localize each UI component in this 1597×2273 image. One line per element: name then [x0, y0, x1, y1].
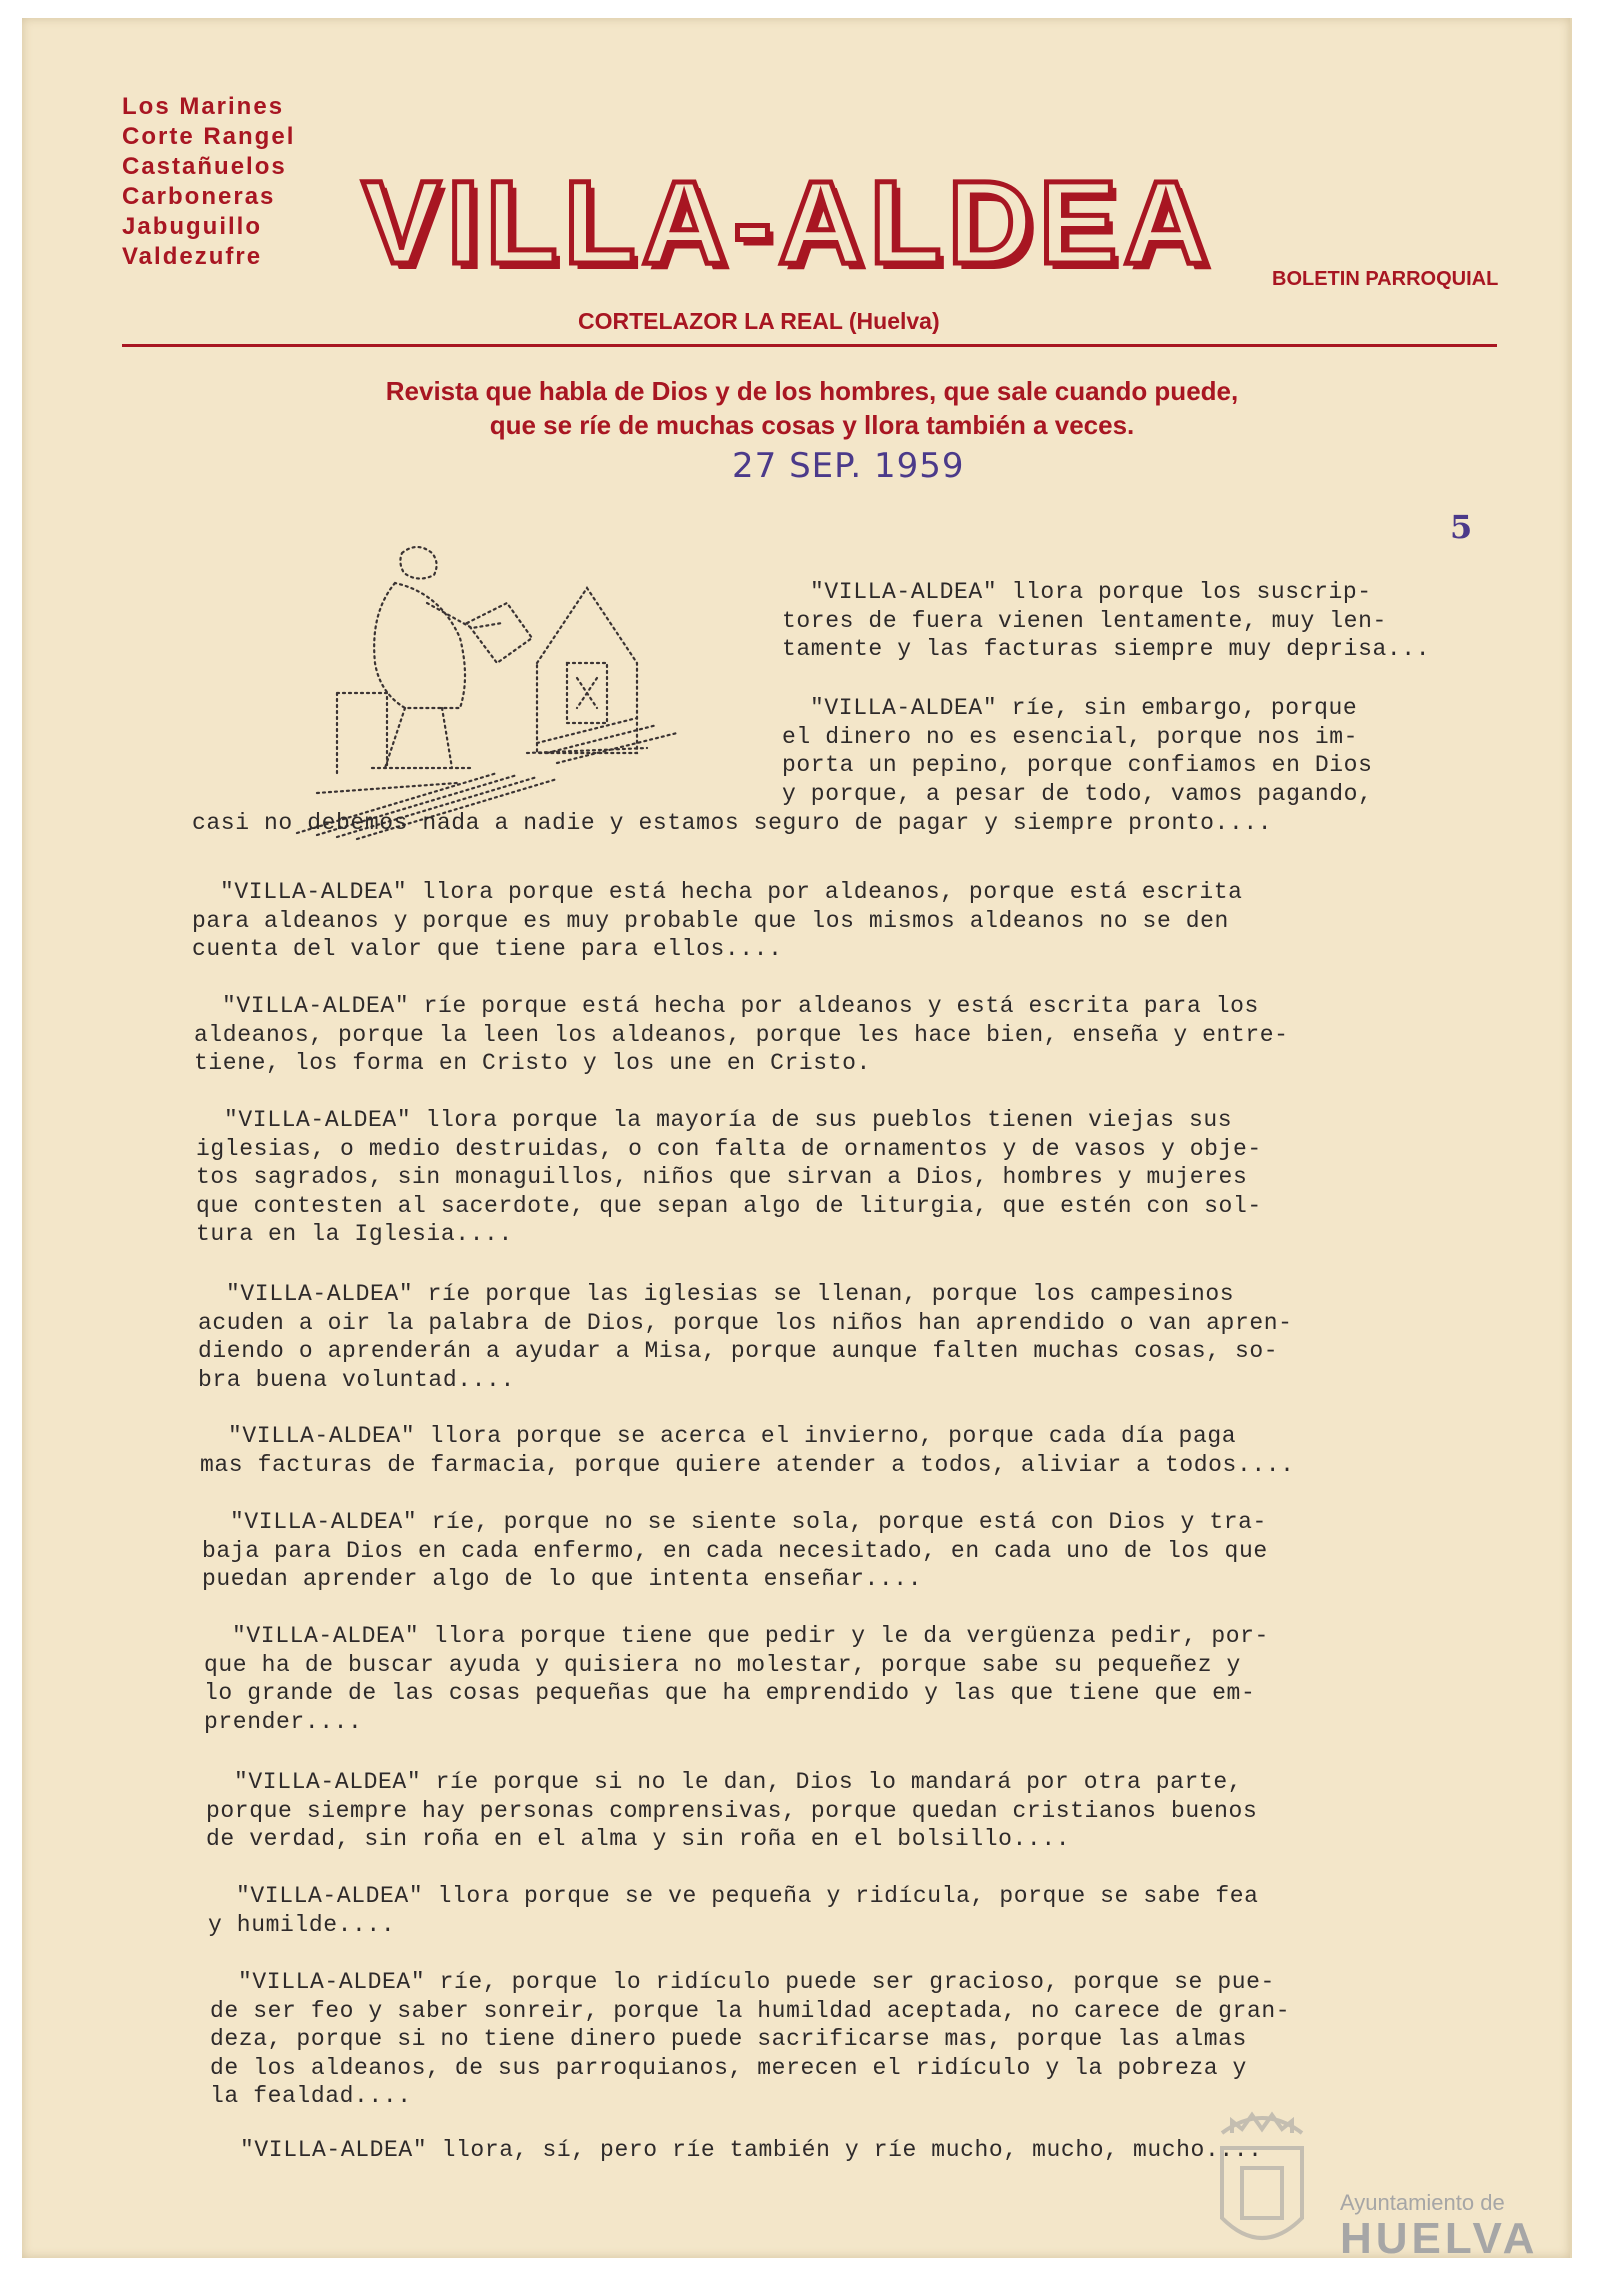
body-paragraph [200, 1422, 1295, 1479]
text-line: "VILLA-ALDEA" ríe porque está hecha por aldeanos y está escrita para los [222, 993, 1259, 1019]
text-line: tiene, los forma en Cristo y los une en Cristo. [194, 1050, 871, 1076]
village-name: Los Marines [122, 93, 285, 120]
tagline [162, 374, 1462, 442]
body-paragraph [208, 1882, 1259, 1939]
text-line: "VILLA-ALDEA" ríe, porque no se siente sola, porque está con Dios y tra- [230, 1509, 1267, 1535]
text-line: el dinero no es esencial, porque nos im- [782, 723, 1359, 750]
text-line: que contesten al sacerdote, que sepan algo de liturgia, que estén con sol- [196, 1192, 1262, 1219]
text-line: mas facturas de farmacia, porque quiere atender a todos, aliviar a todos.... [200, 1451, 1295, 1478]
text-line: tos sagrados, sin monaguillos, niños que sirvan a Dios, hombres y mujeres [196, 1164, 1248, 1190]
tagline-line: que se ríe de muchas cosas y llora también a veces. [489, 410, 1135, 440]
text-line: cuenta del valor que tiene para ellos.... [192, 936, 783, 962]
text-line: "VILLA-ALDEA" llora porque la mayoría de sus pueblos tienen viejas sus [224, 1107, 1233, 1133]
text-line: para aldeanos y porque es muy probable que los mismos aldeanos no se den [192, 907, 1229, 934]
masthead-location: CORTELAZOR LA REAL (Huelva) [578, 308, 940, 334]
text-line: "VILLA-ALDEA" llora porque se acerca el invierno, porque cada día paga [228, 1423, 1237, 1449]
tagline-line: Revista que habla de Dios y de los hombres, que sale cuando puede, [385, 376, 1239, 406]
text-line: que ha de buscar ayuda y quisiera no molestar, porque sabe su pequeñez y [204, 1651, 1241, 1678]
body-paragraph [198, 1280, 1293, 1394]
text-line: bra buena voluntad.... [198, 1366, 515, 1393]
text-line: "VILLA-ALDEA" llora porque los suscrip- [810, 579, 1372, 605]
text-line: de verdad, sin roña en el alma y sin roña en el bolsillo.... [206, 1826, 1071, 1852]
text-line: tores de fuera vienen lentamente, muy len- [782, 607, 1387, 634]
text-line: porque siempre hay personas comprensivas, porque quedan cristianos buenos [206, 1797, 1258, 1824]
text-line: puedan aprender algo de lo que intenta enseñar.... [202, 1566, 923, 1592]
village-list [122, 92, 295, 272]
priest-writing-illustration [277, 513, 717, 843]
village-name: Valdezufre [122, 243, 263, 270]
text-line: "VILLA-ALDEA" llora porque está hecha por aldeanos, porque está escrita [220, 879, 1243, 905]
watermark-text: HUELVA [1340, 2214, 1539, 2263]
watermark-text: Ayuntamiento de [1340, 2190, 1505, 2215]
village-name: Corte Rangel [122, 123, 296, 150]
village-name: Jabuguillo [122, 213, 262, 240]
body-paragraph [192, 878, 1243, 964]
body-paragraph [206, 1768, 1257, 1854]
text-line: tamente y las facturas siempre muy deprisa... [782, 636, 1431, 662]
text-line: de los aldeanos, de sus parroquianos, merecen el ridículo y la pobreza y [210, 2054, 1247, 2081]
newsletter-page [22, 18, 1572, 2263]
body-paragraph [194, 992, 1289, 1078]
text-line: baja para Dios en cada enfermo, en cada necesitado, en cada uno de los que [202, 1537, 1268, 1564]
issue-number: 5 [1450, 508, 1473, 546]
text-line: la fealdad.... [210, 2083, 412, 2109]
text-line: "VILLA-ALDEA" llora porque se ve pequeña y ridícula, porque se sabe fea [236, 1883, 1259, 1909]
text-line: "VILLA-ALDEA" ríe, porque lo ridículo puede ser gracioso, porque se pue- [238, 1969, 1275, 1995]
text-line: aldeanos, porque la leen los aldeanos, porque les hace bien, enseña y entre- [194, 1021, 1289, 1048]
body-paragraph [210, 1968, 1290, 2111]
village-name: Castañuelos [122, 153, 287, 180]
text-line: "VILLA-ALDEA" ríe porque si no le dan, Dios lo mandará por otra parte, [234, 1769, 1243, 1795]
masthead-title: VILLA-ALDEA [362, 157, 1215, 289]
text-line: y porque, a pesar de todo, vamos pagando, [782, 780, 1373, 807]
text-line: "VILLA-ALDEA" ríe, sin embargo, porque [810, 695, 1358, 721]
header-divider [122, 344, 1497, 347]
text-line: "VILLA-ALDEA" llora porque tiene que pedir y le da vergüenza pedir, por- [232, 1623, 1269, 1649]
body-paragraph [782, 578, 1430, 664]
text-line: casi no debemos nada a nadie y estamos seguro de pagar y siempre pronto.... [192, 810, 1273, 836]
text-line: diendo o aprenderán a ayudar a Misa, porque aunque falten muchas cosas, so- [198, 1338, 1279, 1364]
date-stamp: 27 SEP. 1959 [732, 446, 965, 486]
village-name: Carboneras [122, 183, 276, 210]
body-paragraph [782, 694, 1373, 808]
body-paragraph [204, 1622, 1269, 1736]
text-line: de ser feo y saber sonreir, porque la humildad aceptada, no carece de gran- [210, 1997, 1291, 2024]
body-paragraph [196, 1106, 1262, 1249]
text-line: prender.... [204, 1708, 363, 1735]
masthead-subtitle: BOLETIN PARROQUIAL [1272, 268, 1499, 290]
text-line: porta un pepino, porque confiamos en Dios [782, 752, 1373, 778]
text-line: deza, porque si no tiene dinero puede sacrificarse mas, porque las almas [210, 2026, 1247, 2052]
text-line: "VILLA-ALDEA" ríe porque las iglesias se llenan, porque los campesinos [226, 1281, 1235, 1307]
text-line: lo grande de las cosas pequeñas que ha emprendido y las que tiene que em- [204, 1680, 1256, 1706]
text-line: "VILLA-ALDEA" llora, sí, pero ríe también y ríe mucho, mucho, mucho.... [240, 2137, 1263, 2163]
body-paragraph [192, 809, 1272, 838]
text-line: acuden a oir la palabra de Dios, porque los niños han aprendido o van apren- [198, 1309, 1293, 1336]
text-line: tura en la Iglesia.... [196, 1221, 513, 1247]
text-line: iglesias, o medio destruidas, o con falta de ornamentos y de vasos y obje- [196, 1135, 1262, 1162]
body-paragraph [202, 1508, 1268, 1594]
body-paragraph [212, 2136, 1263, 2165]
text-line: y humilde.... [208, 1911, 396, 1938]
